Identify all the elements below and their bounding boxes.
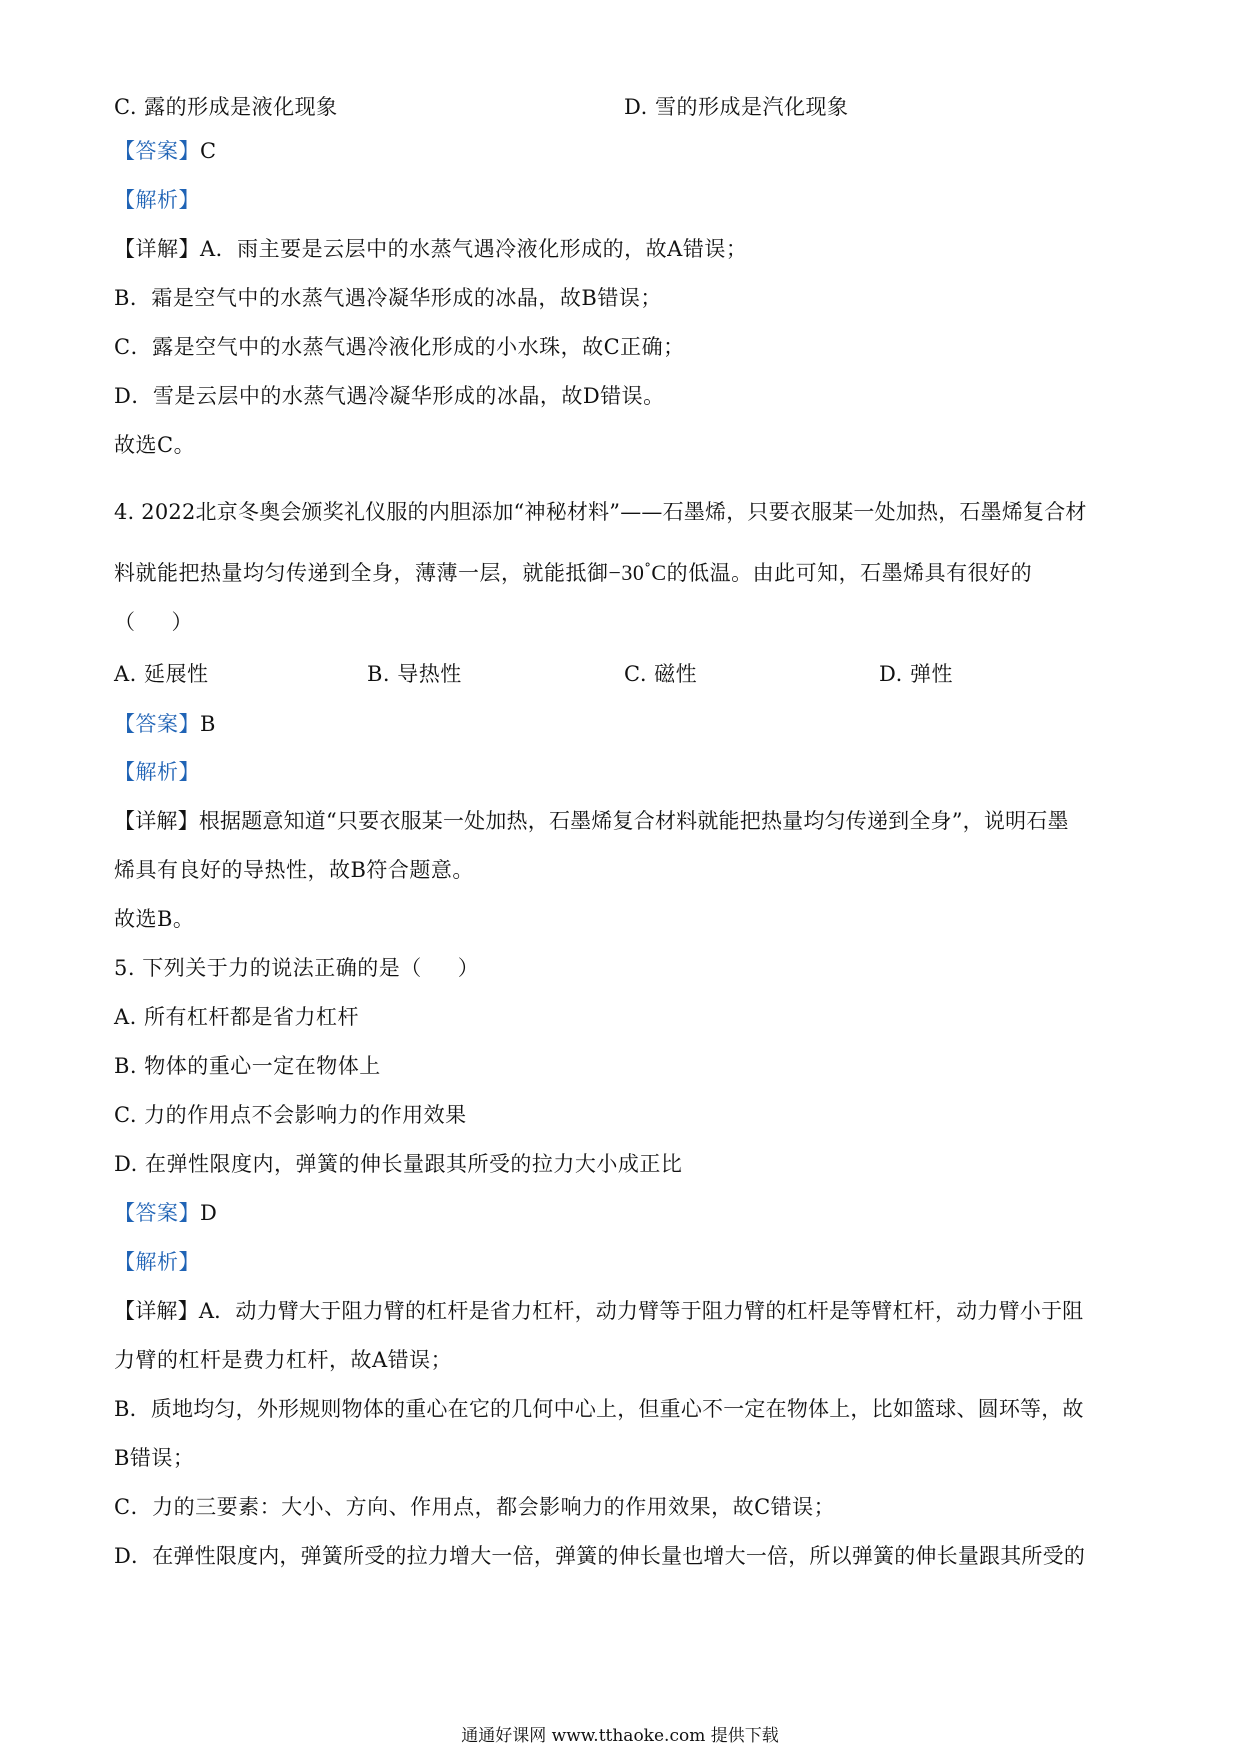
q3-conclusion: 故选C。 [114,433,196,457]
temperature-value: −30 [608,560,645,585]
answer-value: B [200,712,216,736]
q3-detail-a [114,234,747,264]
q3-detail-c: C．露是空气中的水蒸气遇冷液化形成的小水珠，故C正确； [114,335,685,359]
q5-answer [114,1198,217,1228]
q5-stem [114,953,479,983]
q3-option-c: C. 露的形成是液化现象 [114,95,338,119]
paren-close: ） [457,956,480,980]
q4-conclusion: 故选B。 [114,907,195,931]
q5-option-a: A. 所有杠杆都是省力杠杆 [114,1005,360,1029]
q5-stem-text: 5. 下列关于力的说法正确的是（ [114,956,422,980]
temperature-unit: C [651,560,667,585]
q4-stem-line1: 4. 2022北京冬奥会颁奖礼仪服的内胆添加“神秘材料”——石墨烯，只要衣服某一处加热，石墨烯复合材 [114,500,1087,524]
q5-option-c: C. 力的作用点不会影响力的作用效果 [114,1103,467,1127]
footer-download-note: 通通好课网 www.tthaoke.com 提供下载 [461,1726,779,1746]
q5-option-b: B. 物体的重心一定在物体上 [114,1054,381,1078]
q5-analysis [114,1247,200,1277]
q4-stem-line2 [114,554,1032,588]
q4-detail-line1 [114,806,1069,836]
q4-detail-line2: 烯具有良好的导热性，故B符合题意。 [114,858,474,882]
paren-close: ） [171,610,193,634]
q5-detail-a-line2: 力臂的杠杆是费力杠杆，故A错误； [114,1348,453,1372]
q3-answer [114,136,217,166]
analysis-tag: 【解析】 [114,760,200,784]
answer-tag: 【答案】 [114,139,200,163]
detail-tag: 【详解】 [114,237,200,261]
degree-symbol: ° [644,561,652,576]
detail-text: 根据题意知道“只要衣服某一处加热，石墨烯复合材料就能把热量均匀传递到全身”，说明石墨 [198,809,1069,833]
detail-text: A．动力臂大于阻力臂的杠杆是省力杠杆，动力臂等于阻力臂的杠杆是等臂杠杆，动力臂小于阻 [198,1299,1084,1323]
q3-option-d: D. 雪的形成是汽化现象 [624,95,849,119]
detail-tag: 【详解】 [114,1299,199,1323]
q5-detail-c: C．力的三要素：大小、方向、作用点，都会影响力的作用效果，故C错误； [114,1495,836,1519]
q5-detail-b-line2: B错误； [114,1446,195,1470]
q4-option-b: B. 导热性 [367,662,462,686]
answer-tag: 【答案】 [114,1201,200,1225]
q4-option-a: A. 延展性 [114,662,209,686]
q4-stem-text: 料就能把热量均匀传递到全身，薄薄一层，就能抵御 [114,561,609,585]
paren-open: （ [114,610,136,634]
answer-value: C [200,139,217,163]
q3-analysis [114,185,200,215]
q5-detail-b-line1: B．质地均匀，外形规则物体的重心在它的几何中心上，但重心不一定在物体上，比如篮球、圆环等，故 [114,1397,1084,1421]
detail-tag: 【详解】 [114,809,199,833]
q4-option-c: C. 磁性 [624,662,698,686]
q4-stem-text-post: 的低温。由此可知，石墨烯具有很好的 [666,561,1033,585]
q5-detail-a-line1 [114,1296,1083,1326]
q3-detail-d: D．雪是云层中的水蒸气遇冷凝华形成的冰晶，故D错误。 [114,384,665,408]
q4-analysis [114,757,200,787]
q4-answer [114,709,216,739]
q3-detail-b: B．霜是空气中的水蒸气遇冷凝华形成的冰晶，故B错误； [114,286,662,310]
answer-tag: 【答案】 [114,712,200,736]
analysis-tag: 【解析】 [114,1250,200,1274]
q4-option-d: D. 弹性 [879,662,953,686]
answer-value: D [200,1201,218,1225]
analysis-tag: 【解析】 [114,188,200,212]
q5-detail-d-line1: D．在弹性限度内，弹簧所受的拉力增大一倍，弹簧的伸长量也增大一倍，所以弹簧的伸长量跟其所受的 [114,1544,1086,1568]
detail-text: A．雨主要是云层中的水蒸气遇冷液化形成的，故A错误； [200,237,748,261]
q4-answer-blank [114,607,193,637]
q5-option-d: D. 在弹性限度内，弹簧的伸长量跟其所受的拉力大小成正比 [114,1152,683,1176]
